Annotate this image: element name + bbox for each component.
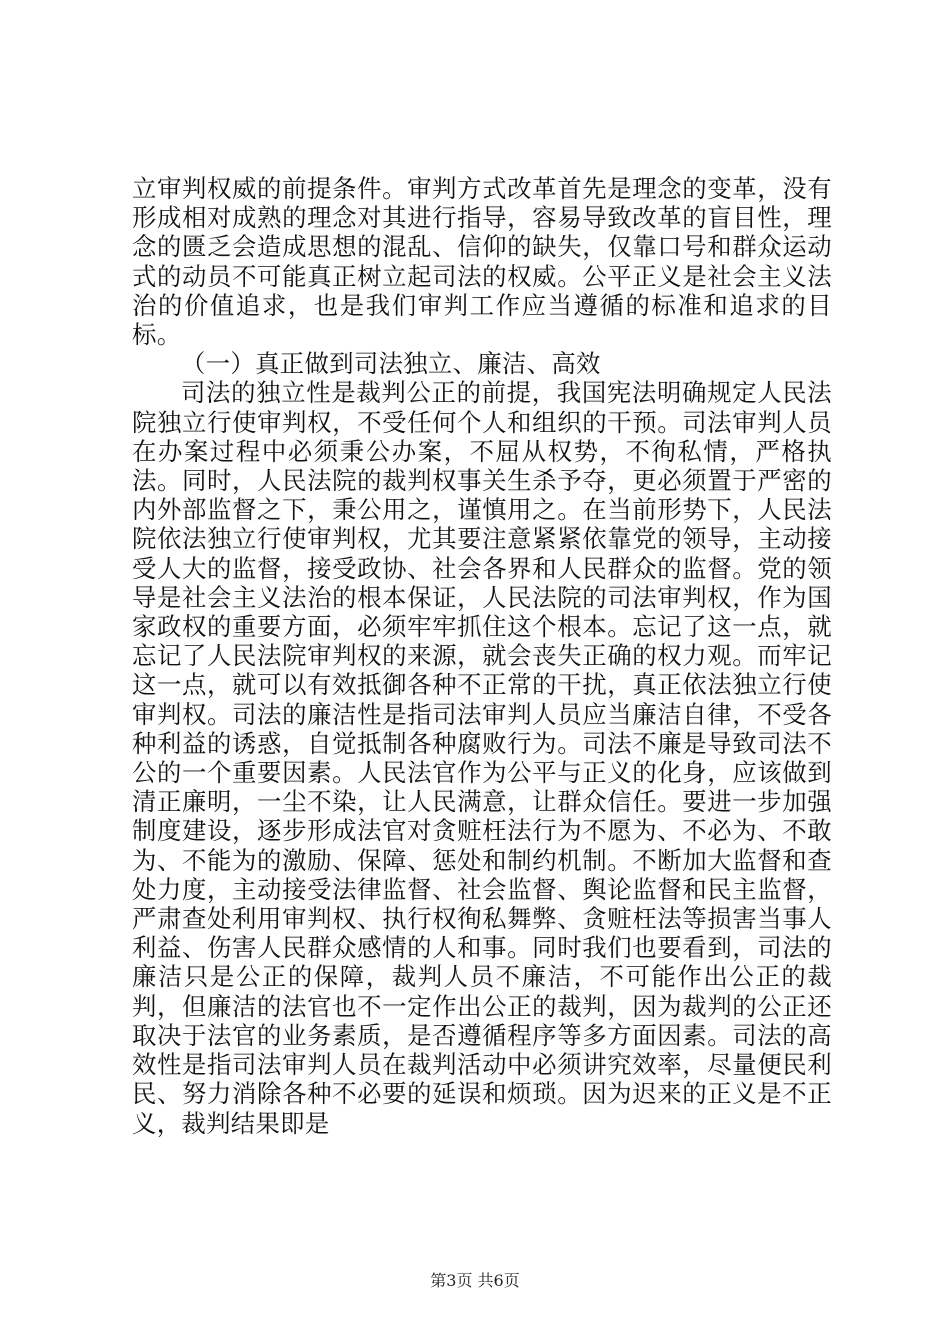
section-heading: （一）真正做到司法独立、廉洁、高效: [181, 349, 601, 379]
page-footer: [0, 1268, 950, 1291]
paragraph-judicial-independence: 司法的独立性是裁判公正的前提，我国宪法明确规定人民法院独立行使审判权，不受任何个人和组织的干预。司法审判人员在办案过程中必须秉公办案，不屈从权势，不徇私情，严格执法。同时，人民法院的裁判权事关生杀予夺，更必须置于严密的内外部监督之下，秉公用之，谨慎用之。在当前形势下，人民法院依法独立行使审判权，尤其要注意紧紧依靠党的领导，主动接受人大的监督，接受政协、社会各界和人民群众的监督。党的领导是社会主义法治的根本保证，人民法院的司法审判权，作为国家政权的重要方面，必须牢牢抓住这个根本。忘记了这一点，就忘记了人民法院审判权的来源，就会丧失正确的权力观。而牢记这一点，就可以有效抵御各种不正常的干扰，真正依法独立行使审判权。司法的廉洁性是指司法审判人员应当廉洁自律，不受各种利益的诱惑，自觉抵制各种腐败行为。司法不廉是导致司法不公的一个重要因素。人民法官作为公平与正义的化身，应该做到清正廉明，一尘不染，让人民满意，让群众信任。要进一步加强制度建设，逐步形成法官对贪赃枉法行为不愿为、不必为、不敢为、不能为的激励、保障、惩处和制约机制。不断加大监督和查处力度，主动接受法律监督、社会监督、舆论监督和民主监督，严肃查处利用审判权、执行权徇私舞弊、贪赃枉法等损害当事人利益、伤害人民群众感情的人和事。同时我们也要看到，司法的廉洁只是公正的保障，裁判人员不廉洁，不可能作出公正的裁判，但廉洁的法官也不一定作出公正的裁判，因为裁判的公正还取决于法官的业务素质，是否遵循程序等多方面因素。司法的高效性是指司法审判人员在裁判活动中必须讲究效率，尽量便民利民、努力消除各种不必要的延误和烦琐。因为迟来的正义是不正义，裁判结果即是: [132, 378, 832, 1138]
page-number: 第3页 共6页: [430, 1271, 520, 1290]
paragraph-continuation: 立审判权威的前提条件。审判方式改革首先是理念的变革，没有形成相对成熟的理念对其进行指导，容易导致改革的盲目性，理念的匮乏会造成思想的混乱、信仰的缺失，仅靠口号和群众运动式的动员不可能真正树立起司法的权威。公平正义是社会主义法治的价值追求，也是我们审判工作应当遵循的标准和追求的目标。: [132, 174, 832, 350]
document-body: [132, 174, 832, 1138]
